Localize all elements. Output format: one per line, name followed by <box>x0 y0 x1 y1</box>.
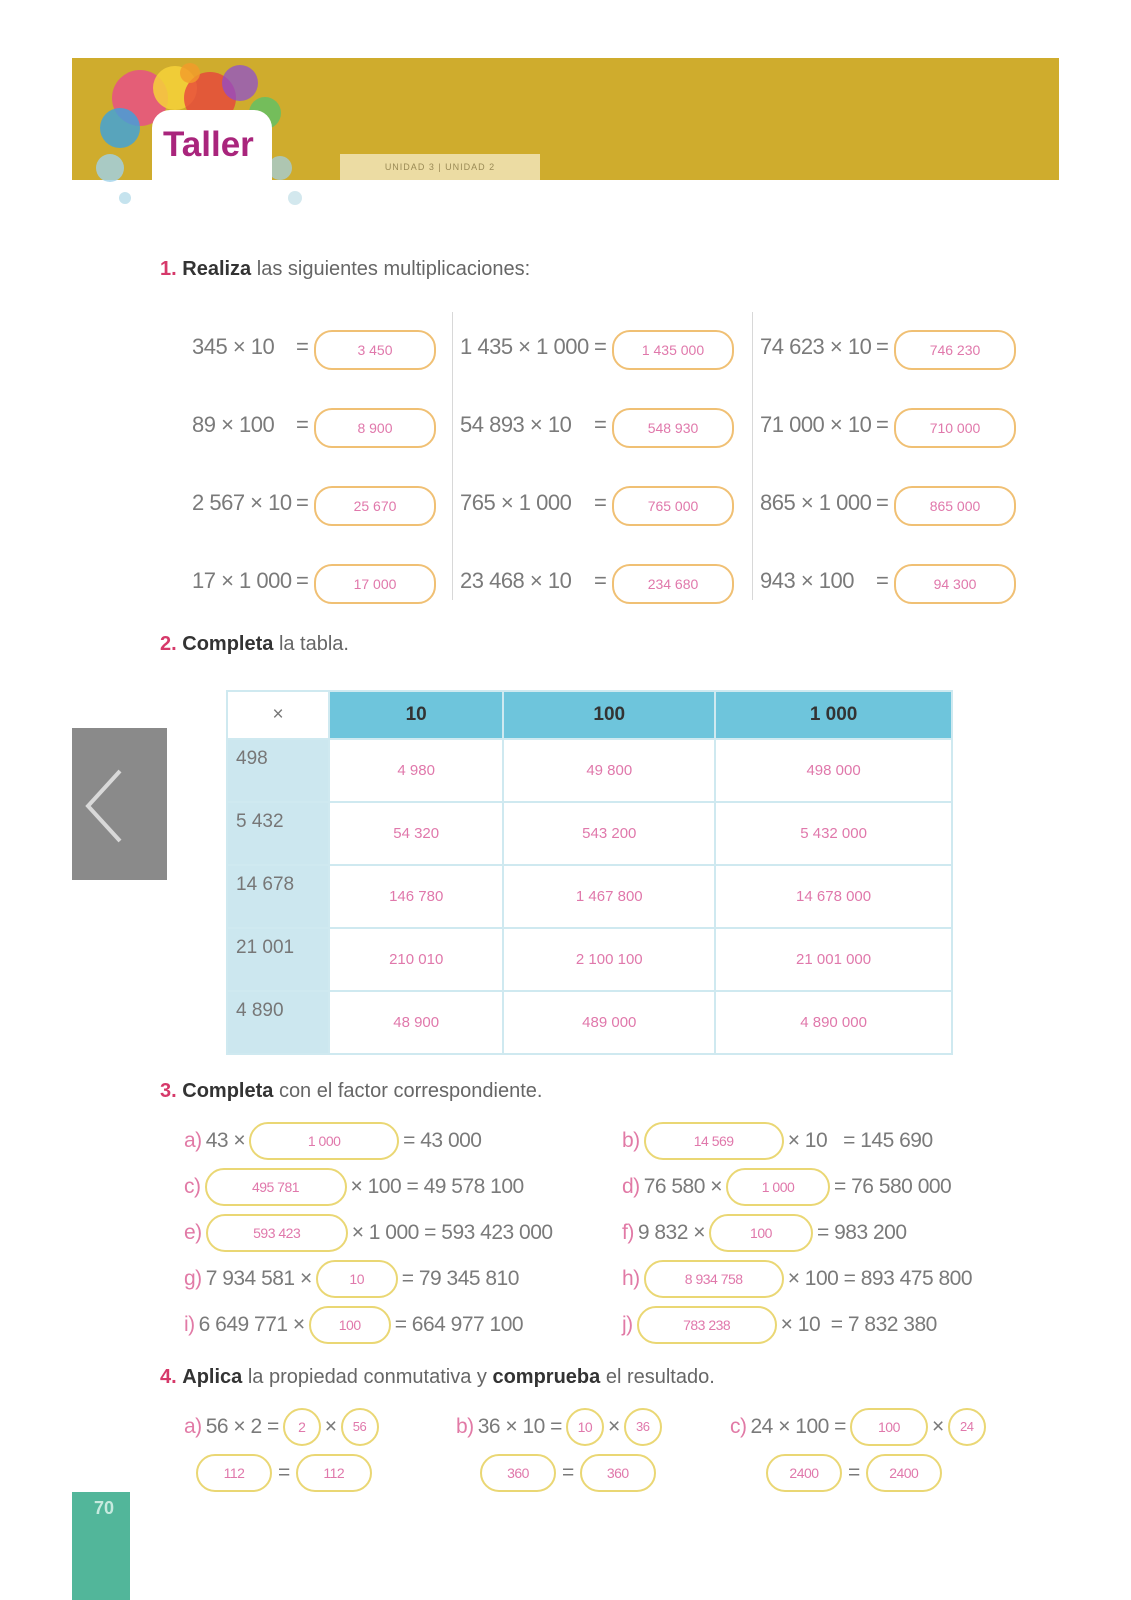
section1-heading <box>160 258 530 281</box>
section3-heading <box>160 1080 542 1103</box>
multiplication-expression: 765 × 1 000 <box>460 490 572 515</box>
multiplication-expression: 865 × 1 000 <box>760 490 872 515</box>
times-sign: × <box>607 1415 620 1438</box>
times-sign: × <box>931 1415 944 1438</box>
answer-box[interactable]: 17 000 <box>314 564 436 604</box>
equals-sign: = <box>594 490 607 515</box>
table-corner: × <box>227 691 329 739</box>
table-row <box>227 928 952 991</box>
chevron-left-icon <box>80 766 130 846</box>
expression-part: 76 580 × <box>643 1175 723 1198</box>
result-answer-box[interactable]: 360 <box>480 1454 556 1492</box>
expression-part: 6 649 771 × <box>198 1313 305 1336</box>
expression-part: = 983 200 <box>816 1221 907 1244</box>
equals-sign: = <box>278 1461 290 1484</box>
result-answer-box[interactable]: 360 <box>580 1454 656 1492</box>
answer-box[interactable]: 234 680 <box>612 564 734 604</box>
factor-exercise <box>622 1168 951 1206</box>
section4-text: el resultado. <box>605 1366 715 1388</box>
equals-sign: = <box>848 1461 860 1484</box>
section3-number: 3. <box>160 1080 177 1102</box>
commutative-exercise <box>456 1408 662 1446</box>
equals-sign: = <box>876 412 889 437</box>
result-answer-box[interactable]: 2400 <box>866 1454 942 1492</box>
section2-verb: Completa <box>182 633 274 655</box>
section2-number: 2. <box>160 633 177 655</box>
expression-part: = 43 000 <box>403 1129 482 1152</box>
equals-sign: = <box>594 412 607 437</box>
factor-exercise <box>622 1306 937 1344</box>
section4-verb: Aplica <box>182 1366 243 1388</box>
factor-answer-box[interactable]: 100 <box>850 1408 928 1446</box>
result-check <box>196 1454 372 1492</box>
item-label: j) <box>622 1313 633 1336</box>
multiplication-expression: 345 × 10 <box>192 334 275 359</box>
table-cell: 54 320 <box>329 802 503 865</box>
section2-heading <box>160 633 349 656</box>
section1-number: 1. <box>160 258 177 280</box>
equals-sign: = <box>876 490 889 515</box>
section1-verb: Realiza <box>182 258 252 280</box>
expression-part: 43 × <box>205 1129 246 1152</box>
factor-exercise <box>184 1168 524 1206</box>
factor-exercise <box>622 1122 933 1160</box>
factor-answer-box[interactable]: 36 <box>624 1408 662 1446</box>
section2-text: la tabla. <box>278 633 349 655</box>
factor-exercise <box>184 1214 553 1252</box>
factor-answer-box[interactable]: 8 934 758 <box>644 1260 784 1298</box>
table-cell: 21 001 000 <box>715 928 952 991</box>
table-cell: 543 200 <box>503 802 715 865</box>
row-label: 498 <box>227 739 329 802</box>
factor-answer-box[interactable]: 100 <box>309 1306 391 1344</box>
factor-answer-box[interactable]: 24 <box>948 1408 986 1446</box>
expression-part: = 76 580 000 <box>834 1175 952 1198</box>
expression-part: × 1 000 = 593 423 000 <box>351 1221 553 1244</box>
result-answer-box[interactable]: 112 <box>296 1454 372 1492</box>
section4-verb: comprueba <box>492 1366 601 1388</box>
table-header: 1 000 <box>715 691 952 739</box>
table-cell: 5 432 000 <box>715 802 952 865</box>
item-label: h) <box>622 1267 640 1290</box>
answer-box[interactable]: 1 435 000 <box>612 330 734 370</box>
table-cell: 1 467 800 <box>503 865 715 928</box>
factor-exercise <box>184 1306 523 1344</box>
multiplication-table <box>226 690 953 1055</box>
expression-part: 9 832 × <box>637 1221 705 1244</box>
answer-box[interactable]: 746 230 <box>894 330 1016 370</box>
commutative-exercise <box>184 1408 379 1446</box>
expression-part: × 10 = 7 832 380 <box>780 1313 937 1336</box>
factor-exercise <box>622 1260 972 1298</box>
expression-part: × 100 = 49 578 100 <box>350 1175 524 1198</box>
page-number-tab <box>72 1492 130 1600</box>
table-row <box>227 865 952 928</box>
multiplication-expression: 2 567 × 10 <box>192 490 292 515</box>
table-cell: 14 678 000 <box>715 865 952 928</box>
factor-answer-box[interactable]: 100 <box>709 1214 813 1252</box>
item-label: d) <box>622 1175 640 1198</box>
table-cell: 2 100 100 <box>503 928 715 991</box>
row-label: 5 432 <box>227 802 329 865</box>
item-label: c) <box>184 1175 201 1198</box>
equals-sign: = <box>594 568 607 593</box>
expression-part: × 100 = 893 475 800 <box>787 1267 973 1290</box>
factor-answer-box[interactable]: 1 000 <box>249 1122 399 1160</box>
multiplication-expression: 54 893 × 10 <box>460 412 572 437</box>
result-answer-box[interactable]: 2400 <box>766 1454 842 1492</box>
previous-page-button[interactable] <box>72 728 167 880</box>
section4-heading <box>160 1366 715 1389</box>
equals-sign: = <box>296 334 309 359</box>
factor-answer-box[interactable]: 2 <box>283 1408 321 1446</box>
factor-answer-box[interactable]: 14 569 <box>644 1122 784 1160</box>
expression-part: = 664 977 100 <box>394 1313 524 1336</box>
table-row <box>227 991 952 1054</box>
expression-part: 24 × 100 = <box>750 1415 846 1438</box>
item-label: f) <box>622 1221 634 1244</box>
multiplication-expression: 74 623 × 10 <box>760 334 872 359</box>
answer-box[interactable]: 765 000 <box>612 486 734 526</box>
item-label: c) <box>730 1415 747 1438</box>
factor-answer-box[interactable]: 1 000 <box>726 1168 830 1206</box>
equals-sign: = <box>296 412 309 437</box>
factor-answer-box[interactable]: 10 <box>566 1408 604 1446</box>
row-label: 21 001 <box>227 928 329 991</box>
commutative-exercise <box>730 1408 986 1446</box>
equals-sign: = <box>296 568 309 593</box>
section4-text: la propiedad conmutativa y <box>247 1366 487 1388</box>
answer-box[interactable]: 3 450 <box>314 330 436 370</box>
result-answer-box[interactable]: 112 <box>196 1454 272 1492</box>
factor-answer-box[interactable]: 56 <box>341 1408 379 1446</box>
answer-box[interactable]: 25 670 <box>314 486 436 526</box>
table-cell: 48 900 <box>329 991 503 1054</box>
item-label: e) <box>184 1221 202 1244</box>
row-label: 4 890 <box>227 991 329 1054</box>
equals-sign: = <box>594 334 607 359</box>
factor-exercise <box>184 1260 519 1298</box>
multiplication-expression: 23 468 × 10 <box>460 568 572 593</box>
expression-part: 56 × 2 = <box>205 1415 279 1438</box>
table-row <box>227 802 952 865</box>
multiplication-expression: 89 × 100 <box>192 412 275 437</box>
table-header: 100 <box>503 691 715 739</box>
multiplication-expression: 943 × 100 <box>760 568 854 593</box>
factor-exercise <box>184 1122 482 1160</box>
table-cell: 4 890 000 <box>715 991 952 1054</box>
table-cell: 49 800 <box>503 739 715 802</box>
expression-part: 7 934 581 × <box>205 1267 312 1290</box>
table-cell: 4 980 <box>329 739 503 802</box>
row-label: 14 678 <box>227 865 329 928</box>
item-label: i) <box>184 1313 195 1336</box>
expression-part: = 79 345 810 <box>401 1267 519 1290</box>
item-label: a) <box>184 1129 202 1152</box>
table-header-row <box>227 691 952 739</box>
equals-sign: = <box>296 490 309 515</box>
table-cell: 146 780 <box>329 865 503 928</box>
answer-box[interactable]: 710 000 <box>894 408 1016 448</box>
item-label: g) <box>184 1267 202 1290</box>
table-cell: 210 010 <box>329 928 503 991</box>
times-sign: × <box>324 1415 337 1438</box>
result-check <box>480 1454 656 1492</box>
table-cell: 498 000 <box>715 739 952 802</box>
answer-box[interactable]: 94 300 <box>894 564 1016 604</box>
equals-sign: = <box>562 1461 574 1484</box>
result-check <box>766 1454 942 1492</box>
equals-sign: = <box>876 334 889 359</box>
expression-part: × 10 = 145 690 <box>787 1129 933 1152</box>
page-number: 70 <box>94 1498 115 1518</box>
answer-box[interactable]: 865 000 <box>894 486 1016 526</box>
unit-tag: UNIDAD 3 | UNIDAD 2 <box>340 154 540 180</box>
section3-text: con el factor correspondiente. <box>278 1080 543 1102</box>
table-cell: 489 000 <box>503 991 715 1054</box>
table-row <box>227 739 952 802</box>
multiplication-expression: 1 435 × 1 000 <box>460 334 589 359</box>
answer-box[interactable]: 8 900 <box>314 408 436 448</box>
section4-number: 4. <box>160 1366 177 1388</box>
table-header: 10 <box>329 691 503 739</box>
factor-exercise <box>622 1214 907 1252</box>
expression-part: 36 × 10 = <box>477 1415 562 1438</box>
column-divider <box>752 312 753 600</box>
answer-box[interactable]: 548 930 <box>612 408 734 448</box>
factor-answer-box[interactable]: 10 <box>316 1260 398 1298</box>
multiplication-expression: 71 000 × 10 <box>760 412 872 437</box>
factor-answer-box[interactable]: 495 781 <box>205 1168 347 1206</box>
page-title: Taller <box>163 125 254 164</box>
factor-answer-box[interactable]: 593 423 <box>206 1214 348 1252</box>
section1-text: las siguientes multiplicaciones: <box>256 258 531 280</box>
equals-sign: = <box>876 568 889 593</box>
multiplication-expression: 17 × 1 000 <box>192 568 292 593</box>
item-label: b) <box>622 1129 640 1152</box>
item-label: a) <box>184 1415 202 1438</box>
column-divider <box>452 312 453 600</box>
section3-verb: Completa <box>182 1080 274 1102</box>
item-label: b) <box>456 1415 474 1438</box>
factor-answer-box[interactable]: 783 238 <box>637 1306 777 1344</box>
